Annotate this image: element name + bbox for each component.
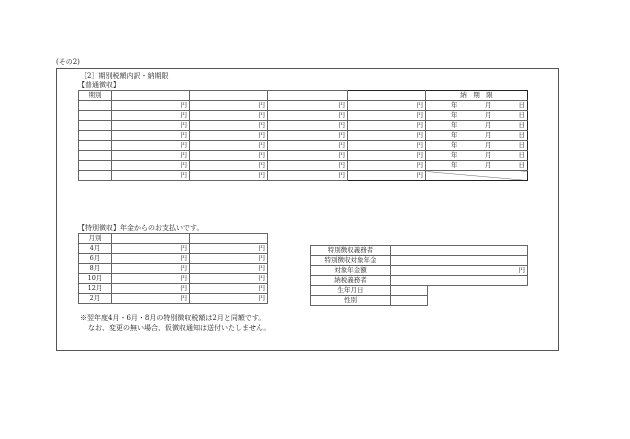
total-cell: 円 — [348, 151, 426, 161]
amount-cell: 円 — [190, 264, 268, 274]
header-cell — [268, 91, 348, 101]
special-row — [79, 244, 268, 254]
month-cell: 4月 — [79, 244, 112, 254]
amount-cell: 円 — [190, 254, 268, 264]
day-cell: 日 — [494, 161, 528, 171]
regular-heading: 【普通徴収】 — [78, 81, 120, 89]
info-label: 特別徴収義務者 — [311, 246, 391, 256]
year-cell: 年 — [426, 141, 460, 151]
amount-cell: 円 — [112, 274, 190, 284]
amount-cell: 円 — [112, 121, 190, 131]
amount-cell: 円 — [112, 171, 190, 181]
period-cell — [79, 151, 112, 161]
amount-cell: 円 — [112, 151, 190, 161]
month-cell: 月 — [460, 151, 494, 161]
amount-cell: 円 — [190, 161, 268, 171]
regular-table — [78, 90, 528, 181]
total-cell: 円 — [348, 101, 426, 111]
special-row — [79, 274, 268, 284]
note-line-1: ※翌年度4月・6月・8月の特別徴収税額は2月と同額です。 — [80, 314, 266, 322]
info-label: 納税義務者 — [311, 276, 391, 286]
month-cell: 8月 — [79, 264, 112, 274]
day-cell: 日 — [494, 141, 528, 151]
amount-cell: 円 — [112, 101, 190, 111]
month-cell: 12月 — [79, 284, 112, 294]
month-cell: 月 — [460, 121, 494, 131]
deadline-header: 納 期 限 — [426, 91, 528, 101]
info-row — [311, 266, 528, 276]
day-cell: 日 — [494, 131, 528, 141]
year-cell: 年 — [426, 131, 460, 141]
special-heading: 【特別徴収】年金からのお支払いです。 — [78, 224, 204, 232]
special-table — [78, 233, 268, 304]
day-cell: 日 — [494, 121, 528, 131]
day-cell: 日 — [494, 111, 528, 121]
header-cell — [112, 91, 190, 101]
header-cell — [190, 234, 268, 244]
info-label: 対象年金額 — [311, 266, 391, 276]
info-row — [311, 256, 528, 266]
special-row — [79, 284, 268, 294]
year-cell: 年 — [426, 121, 460, 131]
amount-cell: 円 — [112, 294, 190, 304]
year-cell: 年 — [426, 101, 460, 111]
special-row — [79, 294, 268, 304]
amount-cell: 円 — [268, 141, 348, 151]
info-row — [311, 246, 528, 256]
amount-cell: 円 — [268, 111, 348, 121]
note-line-2: なお、変更の無い場合、仮徴収通知は送付いたしません。 — [88, 324, 271, 332]
amount-cell: 円 — [190, 121, 268, 131]
regular-row — [79, 131, 528, 141]
year-cell: 年 — [426, 151, 460, 161]
regular-row — [79, 161, 528, 171]
amount-cell: 円 — [190, 151, 268, 161]
amount-cell: 円 — [268, 121, 348, 131]
page-label: (その2) — [56, 58, 80, 66]
info-label: 性別 — [311, 296, 391, 306]
amount-cell: 円 — [112, 264, 190, 274]
amount-cell: 円 — [268, 101, 348, 111]
amount-cell: 円 — [112, 111, 190, 121]
day-cell: 日 — [494, 101, 528, 111]
amount-cell: 円 — [112, 141, 190, 151]
amount-cell: 円 — [268, 161, 348, 171]
day-cell: 日 — [494, 151, 528, 161]
info-row — [311, 276, 528, 286]
year-cell: 年 — [426, 111, 460, 121]
special-row — [79, 264, 268, 274]
period-cell — [79, 161, 112, 171]
total-cell: 円 — [348, 171, 426, 181]
period-cell — [79, 111, 112, 121]
amount-cell: 円 — [112, 161, 190, 171]
amount-cell: 円 — [268, 171, 348, 181]
month-cell: 6月 — [79, 254, 112, 264]
regular-row — [79, 111, 528, 121]
amount-cell: 円 — [190, 294, 268, 304]
amount-cell: 円 — [268, 151, 348, 161]
month-cell: 10月 — [79, 274, 112, 284]
amount-cell: 円 — [112, 131, 190, 141]
info-blank — [428, 296, 528, 306]
info-value — [391, 296, 428, 306]
header-cell — [190, 91, 268, 101]
total-cell: 円 — [348, 141, 426, 151]
month-cell: 月 — [460, 131, 494, 141]
special-row — [79, 254, 268, 264]
month-cell: 月 — [460, 111, 494, 121]
deadline-empty-cell — [426, 171, 528, 181]
amount-cell: 円 — [190, 101, 268, 111]
info-row — [311, 296, 528, 306]
info-label: 生年月日 — [311, 286, 391, 296]
info-value: 円 — [391, 266, 528, 276]
regular-row — [79, 101, 528, 111]
amount-cell: 円 — [112, 244, 190, 254]
section-title: ［2］期別税額内訳・納期限 — [80, 72, 169, 80]
total-cell: 円 — [348, 131, 426, 141]
info-table — [310, 245, 528, 306]
month-cell: 月 — [460, 141, 494, 151]
info-value — [391, 286, 428, 296]
amount-cell: 円 — [190, 274, 268, 284]
regular-row — [79, 121, 528, 131]
period-cell — [79, 131, 112, 141]
header-cell — [348, 91, 426, 101]
month-header: 月別 — [79, 234, 112, 244]
amount-cell: 円 — [190, 141, 268, 151]
info-value — [391, 276, 528, 286]
period-cell — [79, 141, 112, 151]
amount-cell: 円 — [190, 131, 268, 141]
period-header: 期別 — [79, 91, 112, 101]
amount-cell: 円 — [190, 244, 268, 254]
regular-row — [79, 141, 528, 151]
regular-header-row — [79, 91, 528, 101]
month-cell: 月 — [460, 161, 494, 171]
amount-cell: 円 — [190, 171, 268, 181]
info-value — [391, 246, 528, 256]
total-cell: 円 — [348, 121, 426, 131]
month-cell: 2月 — [79, 294, 112, 304]
year-cell: 年 — [426, 161, 460, 171]
amount-cell: 円 — [190, 284, 268, 294]
regular-row — [79, 151, 528, 161]
month-cell: 月 — [460, 101, 494, 111]
amount-cell: 円 — [112, 284, 190, 294]
regular-row — [79, 171, 528, 181]
info-label: 特別徴収対象年金 — [311, 256, 391, 266]
period-cell — [79, 121, 112, 131]
amount-cell: 円 — [268, 131, 348, 141]
total-cell: 円 — [348, 161, 426, 171]
period-cell — [79, 171, 112, 181]
amount-cell: 円 — [112, 254, 190, 264]
special-header-row — [79, 234, 268, 244]
info-blank — [428, 286, 528, 296]
info-row — [311, 286, 528, 296]
period-cell — [79, 101, 112, 111]
total-cell: 円 — [348, 111, 426, 121]
header-cell — [112, 234, 190, 244]
info-value — [391, 256, 528, 266]
amount-cell: 円 — [190, 111, 268, 121]
